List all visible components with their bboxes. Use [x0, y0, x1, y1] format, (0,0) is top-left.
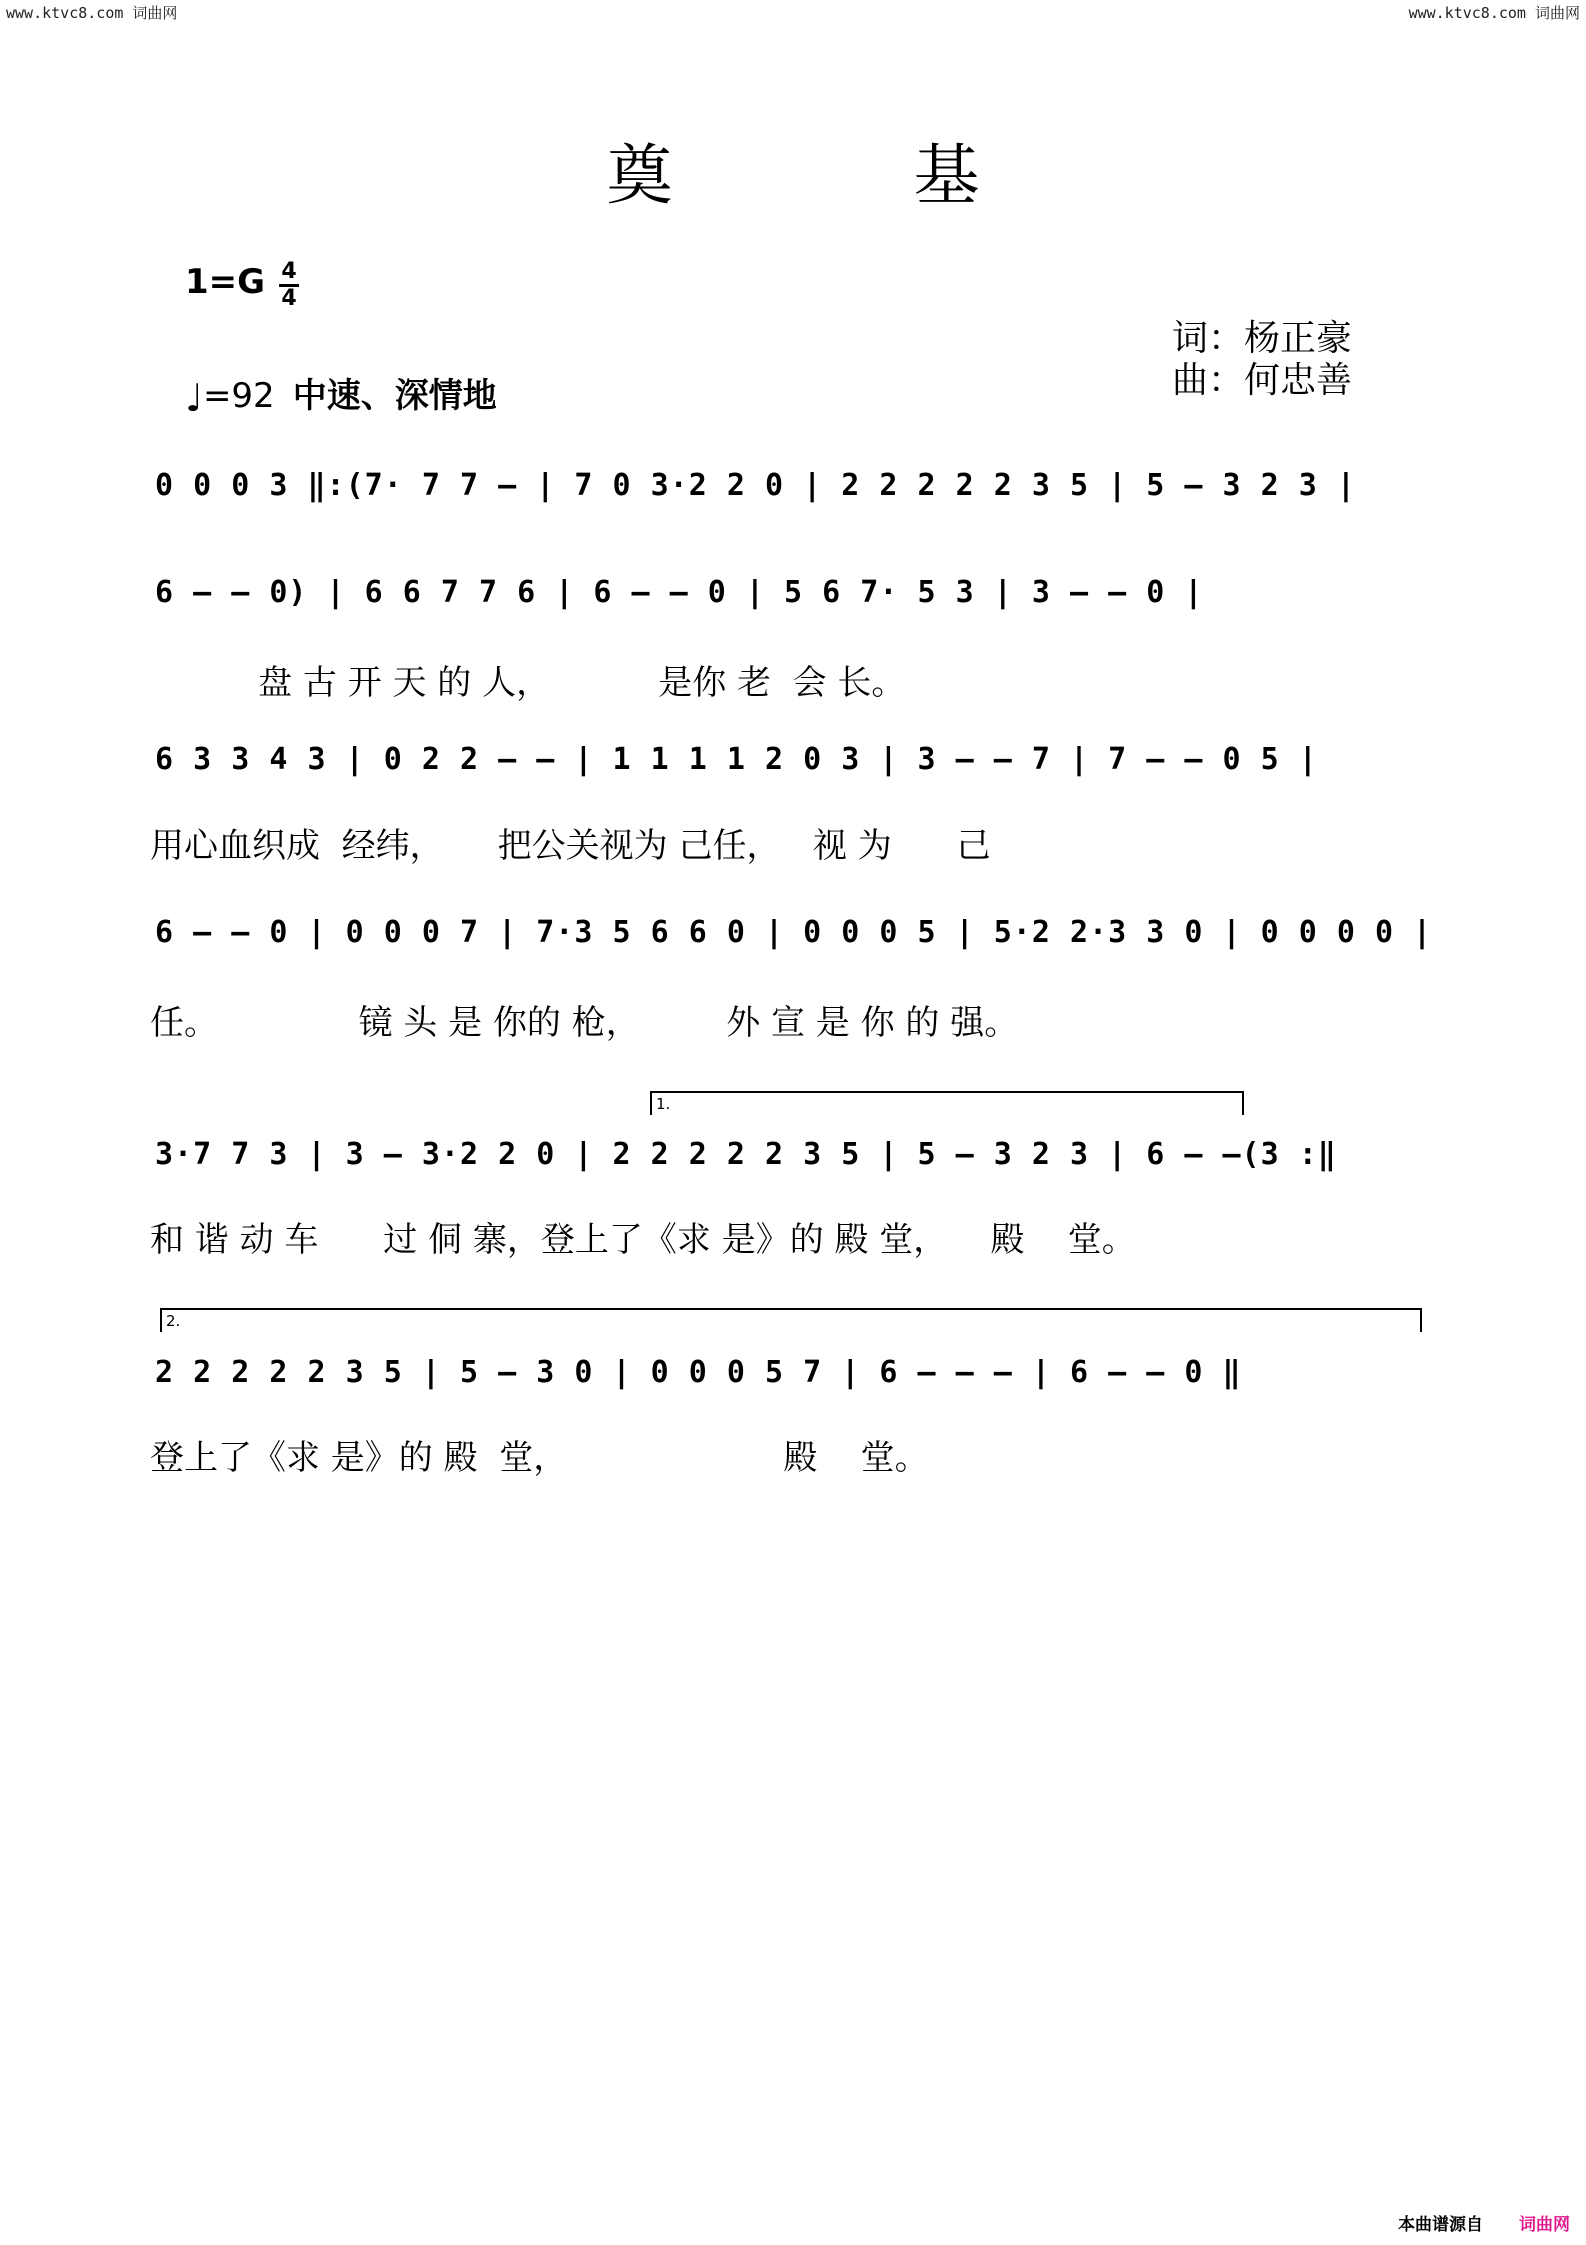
footer-credit [1398, 2210, 1570, 2235]
lyric-line-2: 盘 古 开 天 的 人， 是你 老 会 长。 [150, 663, 906, 703]
tempo-mood: 中速、深情地 [292, 376, 497, 416]
second-ending-label: 2. [166, 1312, 181, 1330]
tempo-marking [185, 368, 497, 420]
lyric-line-5: 和 谐 动 车 过 侗 寨，登上了《求 是》的 殿 堂， 殿 堂。 [150, 1220, 1136, 1260]
composer-credit: 曲：何忠善 [1172, 360, 1353, 401]
notation-line-5: 3·7 7 3 | 3 – 3·2 2 0 | 2 2 2 2 2 3 5 | 5 – 3 2 3 | 6 – –(3 :‖ [155, 1137, 1337, 1172]
lyricist-credit: 词：杨正豪 [1172, 318, 1353, 359]
time-signature-top: 4 [281, 259, 297, 284]
time-signature [277, 260, 301, 311]
notation-line-1: 0 0 0 3 ‖:(7· 7 7 – | 7 0 3·2 2 0 | 2 2 2 2 2 3 5 | 5 – 3 2 3 | [155, 468, 1356, 503]
lyric-line-3: 用心血织成 经纬， 把公关视为 己任， 视 为 己 [150, 826, 991, 866]
time-signature-bottom: 4 [281, 286, 297, 311]
second-ending-bracket [160, 1308, 1422, 1332]
notation-line-4: 6 – – 0 | 0 0 0 7 | 7·3 5 6 6 0 | 0 0 0 5 | 5·2 2·3 3 0 | 0 0 0 0 | [155, 915, 1433, 950]
lyric-line-4: 任。 镜 头 是 你的 枪， 外 宣 是 你 的 强。 [150, 1003, 1019, 1043]
watermark-right: www.ktvc8.com 词曲网 [1408, 4, 1580, 22]
lyric-line-6: 登上了《求 是》的 殿 堂， 殿 堂。 [150, 1438, 929, 1478]
notation-line-6: 2 2 2 2 2 3 5 | 5 – 3 0 | 0 0 0 5 7 | 6 – – – | 6 – – 0 ‖ [155, 1355, 1242, 1390]
tempo-value: =92 [202, 376, 275, 416]
song-title: 奠 基 [606, 137, 1090, 214]
first-ending-bracket [650, 1091, 1244, 1115]
quarter-note-icon: ♩ [185, 376, 203, 420]
footer-brand[interactable]: 词曲网 [1519, 2215, 1570, 2235]
notation-line-2: 6 – – 0) | 6 6 7 7 6 | 6 – – 0 | 5 6 7· 5 3 | 3 – – 0 | [155, 575, 1204, 610]
first-ending-label: 1. [656, 1095, 671, 1113]
footer-source: 本曲谱源自 [1398, 2215, 1483, 2235]
notation-line-3: 6 3 3 4 3 | 0 2 2 – – | 1 1 1 1 2 0 3 | 3 – – 7 | 7 – – 0 5 | [155, 742, 1318, 777]
key-signature: 1=G [185, 262, 266, 302]
watermark-left: www.ktvc8.com 词曲网 [6, 4, 178, 22]
